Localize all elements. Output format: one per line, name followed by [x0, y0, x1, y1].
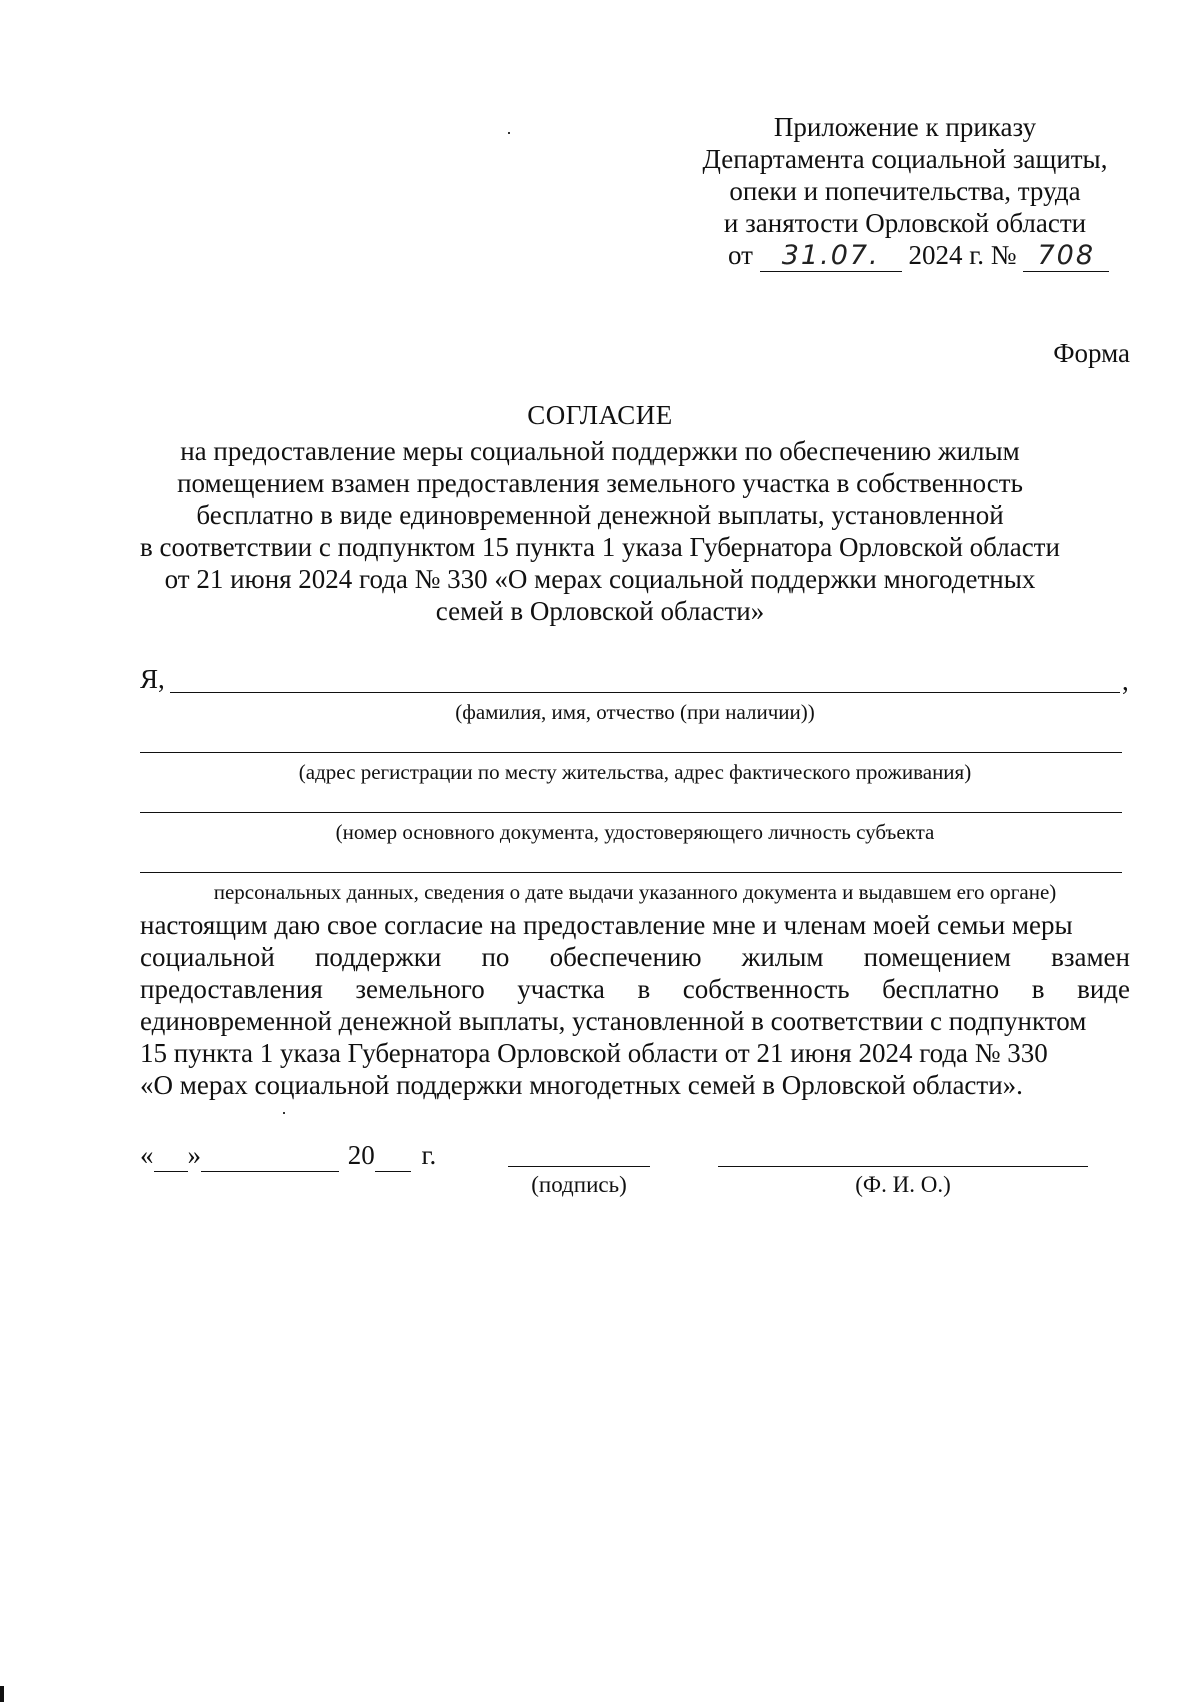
order-date-handwritten: 31.07. [760, 240, 902, 272]
address-caption: (адрес регистрации по месту жительства, адрес фактического проживания) [298, 760, 972, 784]
header-line-1: Приложение к приказу [773, 112, 1037, 142]
document-caption-1: (номер основного документа, удостоверяющего личность субъекта [335, 820, 935, 844]
body-line-4: единовременной денежной выплаты, установленной в соответствии с подпунктом [140, 1006, 1087, 1036]
subtitle-line-5: от 21 июня 2024 года № 330 «О мерах социальной поддержки многодетных [164, 564, 1036, 594]
date-year-field[interactable] [375, 1140, 411, 1172]
date-quote-close: » [187, 1140, 201, 1170]
order-year-label: 2024 г. № [908, 240, 1017, 270]
subtitle-line-2: помещением взамен предоставления земельного участка в собственность [177, 468, 1023, 498]
signature-caption: (подпись) [531, 1172, 627, 1197]
scan-speck [508, 132, 510, 134]
fio-comma: , [1122, 666, 1129, 696]
fio-signature-caption: (Ф. И. О.) [855, 1172, 951, 1197]
header-line-3: опеки и попечительства, труда [729, 176, 1081, 206]
body-line-5: 15 пункта 1 указа Губернатора Орловской области от 21 июня 2024 года № 330 [140, 1038, 1048, 1068]
order-from-label: от [728, 240, 753, 270]
scan-edge-mark [0, 1686, 4, 1702]
header-line-4: и занятости Орловской области [723, 208, 1087, 238]
subtitle-line-1: на предоставление меры социальной поддержки по обеспечению жилым [180, 436, 1020, 466]
i-prefix: Я, [140, 664, 165, 694]
document-title: СОГЛАСИЕ [527, 400, 673, 430]
body-line-2: социальной поддержки по обеспечению жилым помещением взамен [140, 942, 1130, 972]
date-year-prefix: 20 [347, 1140, 375, 1170]
date-month-field[interactable] [201, 1140, 339, 1172]
document-field-line-1[interactable] [140, 812, 1122, 813]
order-date-number-row [728, 240, 1109, 272]
subtitle-line-3: бесплатно в виде единовременной денежной выплаты, установленной [196, 500, 1004, 530]
body-line-1: настоящим даю свое согласие на предоставление мне и членам моей семьи меры [140, 910, 1073, 940]
date-year-suffix: г. [421, 1140, 437, 1170]
body-line-6: «О мерах социальной поддержки многодетных семей в Орловской области». [140, 1070, 1023, 1100]
signature-field-line[interactable] [508, 1166, 650, 1167]
body-line-3: предоставления земельного участка в собственность бесплатно в виде [140, 974, 1130, 1004]
date-day-field[interactable] [154, 1140, 188, 1172]
date-quote-open: « [140, 1140, 154, 1170]
document-caption-2: персональных данных, сведения о дате выдачи указанного документа и выдавшем его органе) [213, 880, 1057, 904]
address-field-line[interactable] [140, 752, 1122, 753]
header-line-2: Департамента социальной защиты, [702, 144, 1108, 174]
sign-date-row [140, 1140, 436, 1172]
order-number-handwritten: 708 [1023, 240, 1109, 272]
fio-signature-field-line[interactable] [718, 1166, 1088, 1167]
scan-speck [283, 1112, 285, 1114]
document-field-line-2[interactable] [140, 872, 1122, 873]
subtitle-line-6: семей в Орловской области» [435, 596, 765, 626]
fio-caption: (фамилия, имя, отчество (при наличии)) [455, 700, 815, 724]
subtitle-line-4: в соответствии с подпунктом 15 пункта 1 указа Губернатора Орловской области [140, 532, 1060, 562]
form-label: Форма [1053, 338, 1130, 368]
fio-field-line[interactable] [170, 692, 1120, 693]
